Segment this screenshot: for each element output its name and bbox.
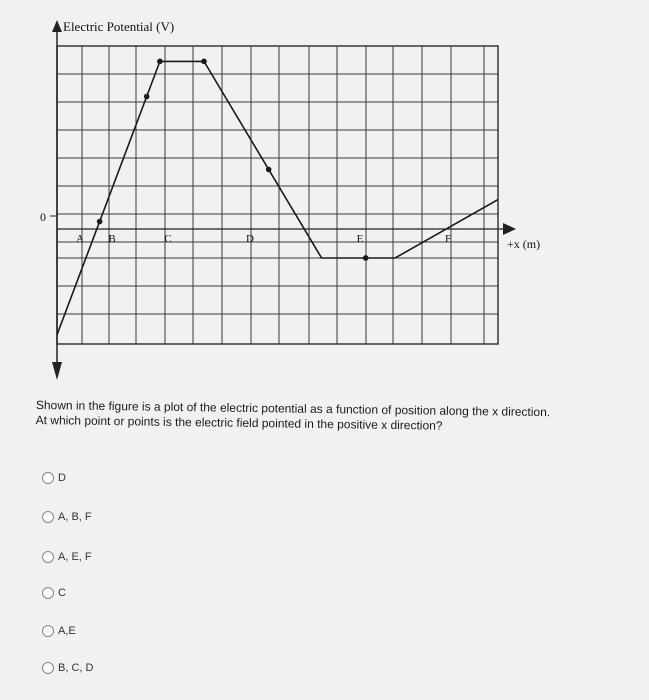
origin-label: 0	[40, 210, 46, 224]
y-axis-arrow-bottom	[52, 362, 62, 380]
point-label-f: F	[444, 233, 452, 245]
radio-icon[interactable]	[42, 472, 54, 484]
radio-icon[interactable]	[42, 511, 54, 523]
option-label: A,E	[58, 625, 76, 637]
curve-marker	[144, 94, 150, 100]
point-labels	[76, 233, 451, 245]
point-label-d: D	[246, 233, 254, 245]
radio-icon[interactable]	[42, 587, 54, 599]
curve-marker	[266, 167, 272, 173]
option-b-c-d[interactable]	[42, 660, 93, 676]
option-c[interactable]	[42, 585, 66, 601]
x-axis-label: +x (m)	[507, 237, 541, 251]
point-label-b: B	[108, 233, 116, 245]
curve-marker	[97, 219, 103, 225]
radio-icon[interactable]	[42, 551, 54, 563]
option-a-b-f[interactable]	[42, 509, 92, 525]
point-label-c: C	[164, 233, 172, 245]
point-label-e: E	[356, 233, 364, 245]
radio-icon[interactable]	[42, 662, 54, 674]
x-axis-arrow	[503, 223, 516, 235]
option-label: A, E, F	[58, 551, 92, 563]
grid-frame	[57, 46, 498, 344]
option-d[interactable]	[42, 470, 66, 486]
option-label: A, B, F	[58, 511, 92, 523]
grid	[57, 46, 498, 344]
option-label: C	[58, 587, 66, 599]
curve-marker	[201, 59, 207, 65]
option-label: B, C, D	[58, 662, 94, 674]
option-a-e-f[interactable]	[42, 549, 92, 565]
radio-icon[interactable]	[42, 625, 54, 637]
option-a-e[interactable]	[42, 623, 76, 639]
curve-marker	[363, 255, 369, 261]
curve-marker	[157, 59, 163, 65]
y-axis-arrow-top	[52, 20, 62, 32]
question-text: Shown in the figure is a plot of the electric potential as a function of position along the x direction. At which point or points is the electric field pointed in the positive x direction?	[35, 398, 551, 433]
option-label: D	[58, 472, 66, 484]
y-axis-label: Electric Potential (V)	[63, 19, 175, 34]
point-label-a: A	[76, 233, 84, 245]
curve-markers	[97, 59, 369, 261]
